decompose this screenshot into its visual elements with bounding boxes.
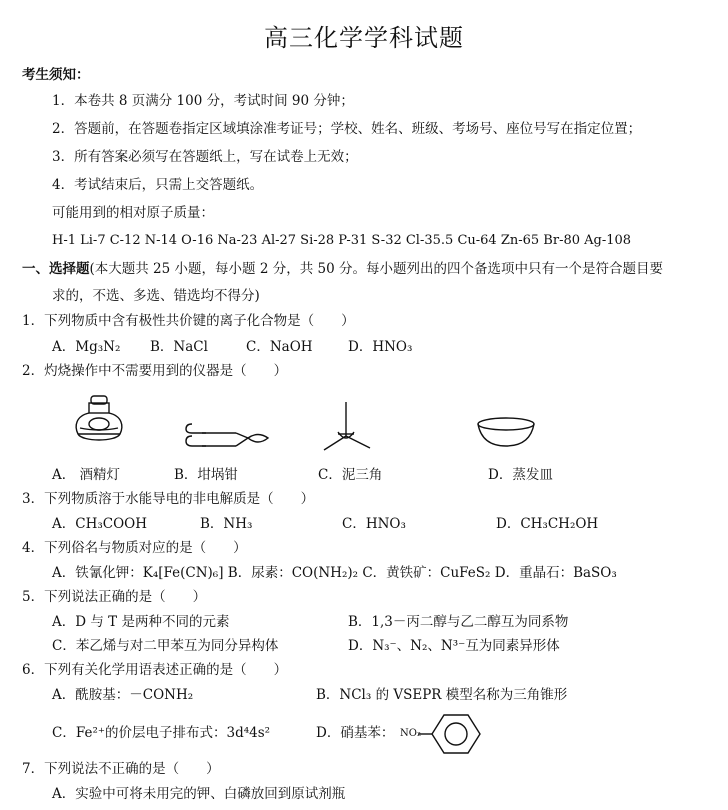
option-d: D．N₃⁻、N₂、N³⁻互为同素异形体 xyxy=(348,638,560,654)
notice-item: 1．本卷共 8 页满分 100 分，考试时间 90 分钟； xyxy=(52,93,354,109)
section-label: 一、选择题 xyxy=(22,261,90,277)
evaporating-dish-icon xyxy=(474,414,540,450)
option-a: A． 酒精灯 xyxy=(52,467,121,483)
option-c: C．苯乙烯与对二甲苯互为同分异构体 xyxy=(52,638,279,654)
section-desc-cont: 求的，不选、多选、错选均不得分) xyxy=(52,288,260,304)
alcohol-lamp-icon xyxy=(70,392,130,450)
option-a: A．D 与 T 是两种不同的元素 xyxy=(52,614,230,630)
notice-heading: 考生须知： xyxy=(22,67,90,83)
notice-item: 2．答题前，在答题卷指定区域填涂准考证号；学校、姓名、班级、考场号、座位号写在指定位置； xyxy=(52,121,642,137)
question-stem: 4．下列俗名与物质对应的是（ ） xyxy=(22,540,247,556)
option-c: C．HNO₃ xyxy=(342,516,406,532)
question-stem: 6．下列有关化学用语表述正确的是（ ） xyxy=(22,662,288,678)
nitro-group-label: NO₂ xyxy=(400,728,421,739)
option-c: C．Fe²⁺的价层电子排布式：3d⁴4s² xyxy=(52,725,271,741)
crucible-tongs-icon xyxy=(182,418,274,450)
option-row: A．铁氰化钾：K₄[Fe(CN)₆] B．尿素：CO(NH₂)₂ C．黄铁矿：CuFeS₂ D．重晶石：BaSO₃ xyxy=(52,565,617,581)
option-d: D．硝基苯： xyxy=(316,725,395,741)
notice-item: 4．考试结束后，只需上交答题纸。 xyxy=(52,177,264,193)
option-b: B．坩埚钳 xyxy=(174,467,238,483)
clay-triangle-icon xyxy=(318,398,378,454)
question-stem: 1．下列物质中含有极性共价键的离子化合物是（ ） xyxy=(22,313,355,329)
section-header xyxy=(22,260,663,278)
notice-item: 3．所有答案必须写在答题纸上，写在试卷上无效； xyxy=(52,149,358,165)
option-c: C．NaOH xyxy=(246,339,313,355)
option-a: A．实验中可将未用完的钾、白磷放回到原试剂瓶 xyxy=(52,786,346,802)
atomic-mass-label: 可能用到的相对原子质量： xyxy=(52,205,214,221)
option-a: A．CH₃COOH xyxy=(52,516,148,532)
option-d: D．HNO₃ xyxy=(348,339,413,355)
option-a: A．酰胺基：－CONH₂ xyxy=(52,687,194,703)
option-d: D．CH₃CH₂OH xyxy=(496,516,599,532)
option-b: B．NH₃ xyxy=(200,516,253,532)
question-stem: 7．下列说法不正确的是（ ） xyxy=(22,761,220,777)
section-desc: (本大题共 25 小题，每小题 2 分，共 50 分。每小题列出的四个备选项中只有一个是符合题目要 xyxy=(89,261,663,277)
question-stem: 3．下列物质溶于水能导电的非电解质是（ ） xyxy=(22,491,315,507)
option-b: B．NaCl xyxy=(150,339,208,355)
question-stem: 2．灼烧操作中不需要用到的仪器是（ ） xyxy=(22,363,288,379)
option-a: A．Mg₃N₂ xyxy=(52,339,121,355)
option-c: C．泥三角 xyxy=(318,467,383,483)
option-b: B．NCl₃ 的 VSEPR 模型名称为三角锥形 xyxy=(316,687,568,703)
question-stem: 5．下列说法正确的是（ ） xyxy=(22,589,207,605)
benzene-ring-icon xyxy=(418,712,490,756)
option-d: D．蒸发皿 xyxy=(488,467,553,483)
page-title: 高三化学学科试题 xyxy=(264,24,464,52)
atomic-mass-list: H-1 Li-7 C-12 N-14 O-16 Na-23 Al-27 Si-28 P-31 S-32 Cl-35.5 Cu-64 Zn-65 Br-80 Ag-108 xyxy=(52,233,632,248)
option-b: B．1,3－丙二醇与乙二醇互为同系物 xyxy=(348,614,569,630)
